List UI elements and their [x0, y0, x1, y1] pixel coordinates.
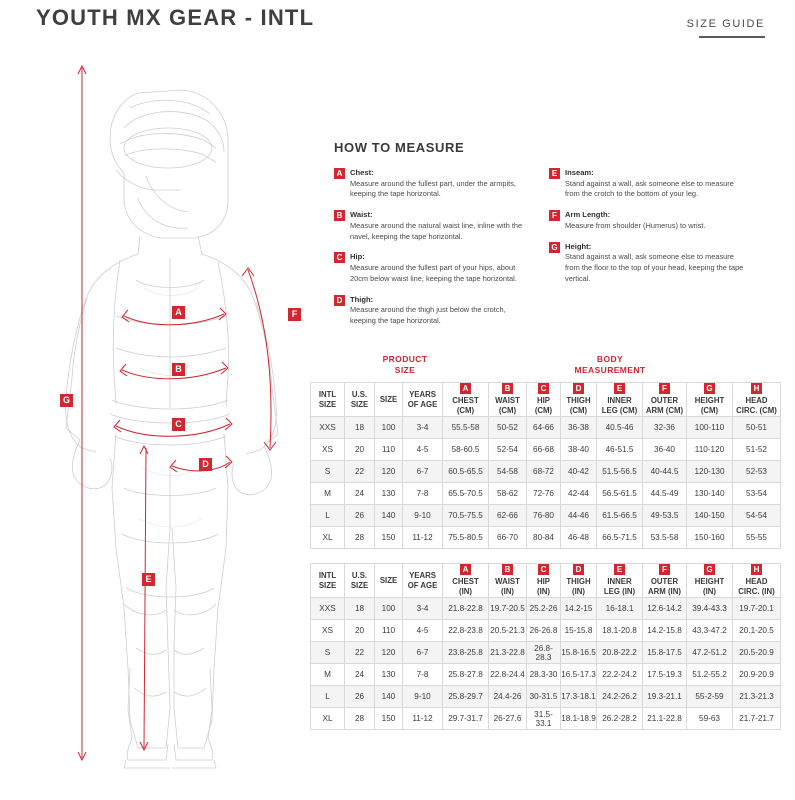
cell-in-4-10: 55-2-59 [687, 686, 733, 708]
table-row [311, 461, 781, 483]
column-header-in-8: E INNER LEG (IN) [597, 564, 643, 598]
cell-cm-4-9: 49-53.5 [643, 505, 687, 527]
cell-in-5-11: 21.7-21.7 [733, 708, 781, 730]
cell-in-4-8: 24.2-26.2 [597, 686, 643, 708]
cell-cm-3-5: 58-62 [489, 483, 527, 505]
table-header-row-metric [311, 383, 781, 417]
cell-in-5-0: XL [311, 708, 345, 730]
table-row [311, 417, 781, 439]
measure-item-height [549, 241, 744, 285]
cell-in-4-6: 30-31.5 [527, 686, 561, 708]
measure-name-thigh: Thigh: [350, 294, 374, 304]
cell-in-4-4: 25.8-29.7 [443, 686, 489, 708]
cell-cm-1-2: 110 [375, 439, 403, 461]
page-header [0, 0, 795, 42]
cell-in-1-6: 26-26.8 [527, 620, 561, 642]
column-badge-a: A [460, 383, 471, 394]
measure-desc-hip: Measure around the fullest part of your hips, about 20cm below waist line, keeping the tape horizontal. [350, 263, 517, 283]
cell-in-0-1: 18 [345, 598, 375, 620]
cell-cm-3-2: 130 [375, 483, 403, 505]
how-to-measure-left-column [334, 167, 529, 336]
measure-badge-b: B [334, 210, 345, 221]
cell-cm-1-0: XS [311, 439, 345, 461]
cell-cm-4-5: 62-66 [489, 505, 527, 527]
table-row [311, 620, 781, 642]
cell-in-3-9: 17.5-19.3 [643, 664, 687, 686]
cell-cm-5-6: 80-84 [527, 527, 561, 549]
column-header-in-5: B WAIST (IN) [489, 564, 527, 598]
cell-cm-3-9: 44.5-49 [643, 483, 687, 505]
column-badge-c: C [538, 564, 549, 575]
cell-cm-0-4: 55.5-58 [443, 417, 489, 439]
cell-cm-4-10: 140-150 [687, 505, 733, 527]
column-badge-f: F [659, 383, 670, 394]
cell-cm-0-8: 40.5-46 [597, 417, 643, 439]
cell-cm-2-11: 52-53 [733, 461, 781, 483]
column-badge-h: H [751, 383, 762, 394]
table-row [311, 439, 781, 461]
how-to-measure-title: HOW TO MEASURE [334, 140, 465, 155]
column-header-in-2: SIZE [375, 564, 403, 598]
cell-in-2-3: 6-7 [403, 642, 443, 664]
cell-in-3-2: 130 [375, 664, 403, 686]
measure-name-height: Height: [565, 241, 592, 251]
cell-cm-5-1: 28 [345, 527, 375, 549]
cell-in-1-5: 20.5-21.3 [489, 620, 527, 642]
cell-cm-0-9: 32-36 [643, 417, 687, 439]
cell-cm-5-3: 11-12 [403, 527, 443, 549]
measure-desc-waist: Measure around the natural waist line, inline with the navel, keeping the tape horizontal. [350, 220, 523, 241]
cell-in-3-6: 28.3-30 [527, 664, 561, 686]
measure-desc-height: Stand against a wall, ask someone else to measure from the floor to the top of your head, keeping the tape vertical. [565, 252, 744, 283]
column-badge-e: E [614, 564, 625, 575]
table-row [311, 483, 781, 505]
cell-in-3-11: 20.9-20.9 [733, 664, 781, 686]
cell-cm-4-7: 44-46 [561, 505, 597, 527]
size-table-imperial [310, 563, 781, 730]
cell-in-1-7: 15-15.8 [561, 620, 597, 642]
measure-item-waist [334, 209, 529, 242]
cell-cm-2-9: 40-44.5 [643, 461, 687, 483]
measure-badge-g: G [549, 242, 560, 253]
cell-cm-5-7: 46-48 [561, 527, 597, 549]
cell-cm-1-5: 52-54 [489, 439, 527, 461]
table-row [311, 708, 781, 730]
cell-in-5-1: 28 [345, 708, 375, 730]
cell-in-2-8: 20.8-22.2 [597, 642, 643, 664]
cell-in-3-0: M [311, 664, 345, 686]
cell-in-2-4: 23.8-25.8 [443, 642, 489, 664]
table-row [311, 505, 781, 527]
figure-badge-a: A [172, 306, 185, 319]
cell-in-3-10: 51.2-55.2 [687, 664, 733, 686]
column-header-in-10: G HEIGHT (IN) [687, 564, 733, 598]
table-row [311, 686, 781, 708]
cell-cm-0-10: 100-110 [687, 417, 733, 439]
cell-cm-0-5: 50-52 [489, 417, 527, 439]
cell-cm-3-7: 42-44 [561, 483, 597, 505]
cell-in-2-5: 21.3-22.8 [489, 642, 527, 664]
column-badge-g: G [704, 383, 715, 394]
cell-cm-1-11: 51-52 [733, 439, 781, 461]
cell-cm-3-10: 130-140 [687, 483, 733, 505]
cell-in-5-2: 150 [375, 708, 403, 730]
table-header-row-imperial [311, 564, 781, 598]
cell-cm-0-3: 3-4 [403, 417, 443, 439]
cell-in-4-0: L [311, 686, 345, 708]
column-header-in-7: D THIGH (IN) [561, 564, 597, 598]
cell-in-4-3: 9-10 [403, 686, 443, 708]
cell-cm-4-8: 61.5-66.5 [597, 505, 643, 527]
column-header-in-0: INTL SIZE [311, 564, 345, 598]
cell-cm-5-9: 53.5-58 [643, 527, 687, 549]
cell-in-1-2: 110 [375, 620, 403, 642]
cell-in-1-8: 18.1-20.8 [597, 620, 643, 642]
cell-cm-0-1: 18 [345, 417, 375, 439]
cell-in-5-9: 21.1-22.8 [643, 708, 687, 730]
measure-item-thigh [334, 294, 529, 327]
cell-in-4-5: 24.4-26 [489, 686, 527, 708]
size-guide-label: SIZE GUIDE [686, 18, 765, 30]
cell-cm-5-8: 66.5-71.5 [597, 527, 643, 549]
column-header-in-1: U.S. SIZE [345, 564, 375, 598]
cell-in-1-11: 20.1-20.5 [733, 620, 781, 642]
measure-desc-thigh: Measure around the thigh just below the crotch, keeping the tape horizontal. [350, 305, 506, 326]
column-header-cm-5: B WAIST (CM) [489, 383, 527, 417]
column-header-cm-7: D THIGH (CM) [561, 383, 597, 417]
measure-badge-d: D [334, 295, 345, 306]
cell-cm-5-5: 66-70 [489, 527, 527, 549]
column-header-cm-9: F OUTER ARM (CM) [643, 383, 687, 417]
table-body-imperial [311, 598, 781, 730]
table-row [311, 598, 781, 620]
cell-cm-4-6: 76-80 [527, 505, 561, 527]
table-row [311, 527, 781, 549]
measure-badge-a: A [334, 168, 345, 179]
cell-cm-4-2: 140 [375, 505, 403, 527]
column-badge-e: E [614, 383, 625, 394]
cell-cm-5-0: XL [311, 527, 345, 549]
cell-in-1-1: 20 [345, 620, 375, 642]
cell-cm-2-0: S [311, 461, 345, 483]
cell-cm-3-3: 7-8 [403, 483, 443, 505]
cell-cm-0-7: 36-38 [561, 417, 597, 439]
size-tables [310, 352, 780, 730]
cell-in-0-9: 12.6-14.2 [643, 598, 687, 620]
cell-in-0-5: 19.7-20.5 [489, 598, 527, 620]
cell-in-0-3: 3-4 [403, 598, 443, 620]
measure-item-chest [334, 167, 529, 200]
cell-cm-0-6: 64-66 [527, 417, 561, 439]
cell-in-0-11: 19.7-20.1 [733, 598, 781, 620]
cell-cm-3-1: 24 [345, 483, 375, 505]
cell-cm-0-11: 50-51 [733, 417, 781, 439]
column-badge-a: A [460, 564, 471, 575]
cell-in-2-6: 26.8-28.3 [527, 642, 561, 664]
size-guide-underline [699, 36, 765, 38]
column-badge-d: D [573, 383, 584, 394]
cell-cm-3-4: 65.5-70.5 [443, 483, 489, 505]
cell-in-2-10: 47.2-51.2 [687, 642, 733, 664]
measure-item-arm-length [549, 209, 744, 231]
cell-in-0-2: 100 [375, 598, 403, 620]
cell-cm-5-2: 150 [375, 527, 403, 549]
cell-cm-1-7: 38-40 [561, 439, 597, 461]
cell-cm-3-0: M [311, 483, 345, 505]
cell-cm-1-6: 66-68 [527, 439, 561, 461]
cell-in-5-10: 59-63 [687, 708, 733, 730]
cell-cm-5-11: 55-55 [733, 527, 781, 549]
page-title: YOUTH MX GEAR - INTL [36, 5, 315, 30]
cell-cm-5-4: 75.5-80.5 [443, 527, 489, 549]
cell-cm-1-8: 46-51.5 [597, 439, 643, 461]
measure-badge-c: C [334, 252, 345, 263]
table-group-headers [310, 352, 780, 382]
column-badge-d: D [573, 564, 584, 575]
measure-name-waist: Waist: [350, 210, 373, 220]
column-badge-b: B [502, 564, 513, 575]
cell-in-1-10: 43.3-47.2 [687, 620, 733, 642]
group-label-body-measurement: BODY MEASUREMENT [574, 354, 646, 376]
size-table-metric [310, 382, 781, 549]
measure-name-inseam: Inseam: [565, 168, 594, 177]
cell-in-4-9: 19.3-21.1 [643, 686, 687, 708]
cell-in-3-5: 22.8-24.4 [489, 664, 527, 686]
column-header-cm-8: E INNER LEG (CM) [597, 383, 643, 417]
column-header-cm-3: YEARS OF AGE [403, 383, 443, 417]
table-body-metric [311, 417, 781, 549]
measure-desc-arm-length: Measure from shoulder (Humerus) to wrist. [565, 220, 706, 230]
measure-item-inseam [549, 167, 744, 200]
column-header-in-4: A CHEST (IN) [443, 564, 489, 598]
cell-in-2-7: 15.8-16.5 [561, 642, 597, 664]
column-header-in-3: YEARS OF AGE [403, 564, 443, 598]
measure-badge-e: E [549, 168, 560, 179]
cell-in-1-4: 22.8-23.8 [443, 620, 489, 642]
cell-cm-1-9: 36-40 [643, 439, 687, 461]
cell-cm-5-10: 150-160 [687, 527, 733, 549]
cell-in-5-7: 18.1-18.9 [561, 708, 597, 730]
cell-in-5-8: 26.2-28.2 [597, 708, 643, 730]
cell-in-0-8: 16-18.1 [597, 598, 643, 620]
cell-in-0-0: XXS [311, 598, 345, 620]
figure-badge-c: C [172, 418, 185, 431]
cell-cm-1-1: 20 [345, 439, 375, 461]
cell-in-3-3: 7-8 [403, 664, 443, 686]
cell-in-0-7: 14.2-15 [561, 598, 597, 620]
cell-cm-2-7: 40-42 [561, 461, 597, 483]
cell-in-4-2: 140 [375, 686, 403, 708]
measure-item-hip [334, 251, 529, 284]
cell-in-2-0: S [311, 642, 345, 664]
cell-in-3-1: 24 [345, 664, 375, 686]
rider-technical-illustration [20, 48, 320, 778]
measure-name-chest: Chest: [350, 168, 374, 177]
cell-in-5-3: 11-12 [403, 708, 443, 730]
cell-cm-4-1: 26 [345, 505, 375, 527]
cell-cm-2-10: 120-130 [687, 461, 733, 483]
figure-panel [20, 48, 320, 778]
column-badge-h: H [751, 564, 762, 575]
cell-cm-0-2: 100 [375, 417, 403, 439]
figure-badge-e: E [142, 573, 155, 586]
cell-cm-0-0: XXS [311, 417, 345, 439]
cell-cm-2-1: 22 [345, 461, 375, 483]
column-header-in-11: H HEAD CIRC. (IN) [733, 564, 781, 598]
how-to-measure-right-column [549, 167, 744, 336]
column-badge-c: C [538, 383, 549, 394]
cell-cm-3-11: 53-54 [733, 483, 781, 505]
column-badge-b: B [502, 383, 513, 394]
cell-in-4-7: 17.3-18.1 [561, 686, 597, 708]
cell-in-0-4: 21.8-22.8 [443, 598, 489, 620]
figure-badge-d: D [199, 458, 212, 471]
cell-in-3-8: 22.2-24.2 [597, 664, 643, 686]
cell-cm-1-3: 4-5 [403, 439, 443, 461]
cell-in-4-1: 26 [345, 686, 375, 708]
column-header-cm-10: G HEIGHT (CM) [687, 383, 733, 417]
cell-cm-2-3: 6-7 [403, 461, 443, 483]
cell-in-2-2: 120 [375, 642, 403, 664]
cell-cm-2-2: 120 [375, 461, 403, 483]
cell-cm-4-4: 70.5-75.5 [443, 505, 489, 527]
cell-cm-4-11: 54-54 [733, 505, 781, 527]
cell-cm-3-6: 72-76 [527, 483, 561, 505]
cell-cm-2-4: 60.5-65.5 [443, 461, 489, 483]
measure-desc-chest: Measure around the fullest part, under the armpits, keeping the tape horizontal. [350, 178, 516, 199]
group-label-product-size: PRODUCT SIZE [382, 354, 428, 376]
figure-badge-g: G [60, 394, 73, 407]
cell-cm-1-10: 110-120 [687, 439, 733, 461]
measure-name-arm-length: Arm Length: [565, 210, 611, 220]
cell-cm-2-6: 68-72 [527, 461, 561, 483]
cell-cm-2-5: 54-58 [489, 461, 527, 483]
cell-in-1-0: XS [311, 620, 345, 642]
cell-cm-4-0: L [311, 505, 345, 527]
column-header-cm-11: H HEAD CIRC. (CM) [733, 383, 781, 417]
cell-cm-1-4: 58-60.5 [443, 439, 489, 461]
column-badge-g: G [704, 564, 715, 575]
measure-badge-f: F [549, 210, 560, 221]
column-header-cm-4: A CHEST (CM) [443, 383, 489, 417]
cell-in-5-5: 26-27.6 [489, 708, 527, 730]
cell-in-3-7: 16.5-17.3 [561, 664, 597, 686]
cell-cm-2-8: 51.5-56.5 [597, 461, 643, 483]
figure-badge-b: B [172, 363, 185, 376]
column-header-in-6: C HIP (IN) [527, 564, 561, 598]
cell-in-5-6: 31.5-33.1 [527, 708, 561, 730]
cell-in-1-3: 4-5 [403, 620, 443, 642]
cell-in-2-9: 15.8-17.5 [643, 642, 687, 664]
cell-in-3-4: 25.8-27.8 [443, 664, 489, 686]
column-header-cm-1: U.S. SIZE [345, 383, 375, 417]
column-badge-f: F [659, 564, 670, 575]
cell-cm-4-3: 9-10 [403, 505, 443, 527]
table-row [311, 664, 781, 686]
cell-in-0-10: 39.4-43.3 [687, 598, 733, 620]
cell-in-0-6: 25.2-26 [527, 598, 561, 620]
cell-in-2-1: 22 [345, 642, 375, 664]
column-header-cm-6: C HIP (CM) [527, 383, 561, 417]
cell-in-4-11: 21.3-21.3 [733, 686, 781, 708]
figure-badge-f: F [288, 308, 301, 321]
cell-in-2-11: 20.5-20.9 [733, 642, 781, 664]
table-row [311, 642, 781, 664]
measure-desc-inseam: Stand against a wall, ask someone else to measure from the crotch to the bottom of your leg. [565, 178, 734, 199]
cell-in-1-9: 14.2-15.8 [643, 620, 687, 642]
how-to-measure-section [334, 140, 754, 336]
cell-in-5-4: 29.7-31.7 [443, 708, 489, 730]
measure-name-hip: Hip: [350, 252, 365, 262]
column-header-in-9: F OUTER ARM (IN) [643, 564, 687, 598]
column-header-cm-2: SIZE [375, 383, 403, 417]
cell-cm-3-8: 56.5-61.5 [597, 483, 643, 505]
column-header-cm-0: INTL SIZE [311, 383, 345, 417]
